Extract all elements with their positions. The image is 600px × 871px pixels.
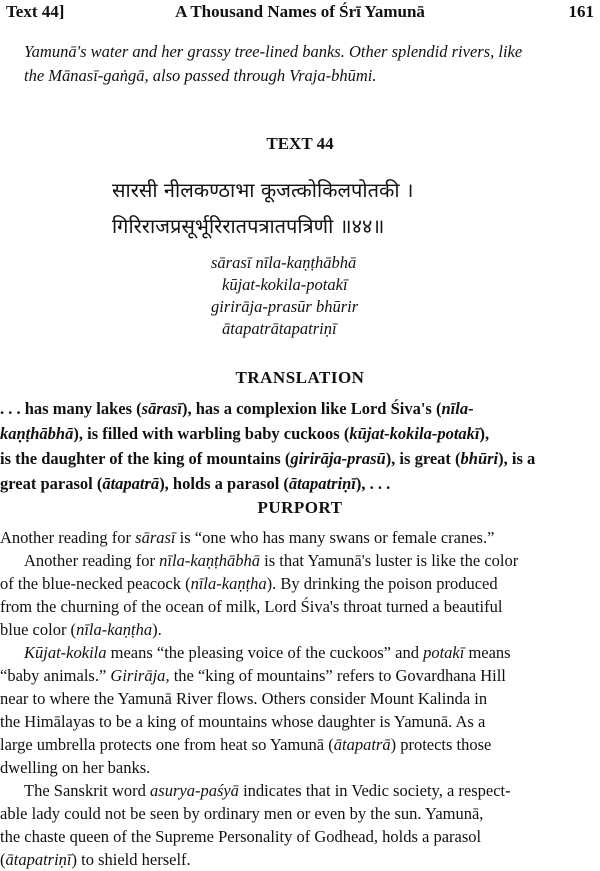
text-run: ), has a complexion like Lord Śiva's (	[182, 399, 442, 418]
text-run: blue color (	[0, 620, 77, 639]
purport-line	[0, 802, 600, 825]
text-run: ). By drinking the poison produced	[266, 574, 498, 593]
text-run: of the blue-necked peacock (	[0, 574, 191, 593]
italic-term: potakī	[423, 643, 465, 662]
text-run: is “one who has many swans or female cranes.”	[175, 528, 495, 547]
text-run: ), is great (	[385, 449, 461, 468]
text-run: Another reading for	[0, 528, 136, 547]
purport-line	[0, 641, 600, 664]
purport-line	[0, 664, 600, 687]
text-run: Another reading for	[24, 551, 160, 570]
italic-term: nīla-	[441, 399, 474, 418]
text-run: large umbrella protects one from heat so Yamunā (	[0, 735, 334, 754]
purport-line	[0, 595, 600, 618]
translation-heading: TRANSLATION	[235, 368, 365, 387]
text-run: ).	[152, 620, 162, 639]
translation-line	[0, 446, 600, 471]
italic-term: nīla-kaṇṭhābhā	[159, 551, 260, 570]
text-run: means “the pleasing voice of the cuckoos” and	[106, 643, 424, 662]
sanskrit-verse	[112, 172, 594, 244]
italic-term: kūjat-kokila-potakī	[349, 424, 480, 443]
italic-term: nīla-kaṇṭha	[190, 574, 267, 593]
transliteration-line: ātapatrātapatriṇī	[222, 319, 337, 338]
page-number: 161	[568, 2, 594, 21]
text-run: ) to shield herself.	[71, 850, 191, 869]
sanskrit-line: सारसी नीलकण्ठाभा कूजत्कोकिलपोतकी ।	[112, 178, 414, 202]
purport-line	[0, 779, 600, 802]
purport-heading: PURPORT	[257, 498, 343, 517]
intro-paragraph	[24, 40, 594, 88]
italic-term: ātapatrā	[333, 735, 391, 754]
text-run: near to where the Yamunā River flows. Others consider Mount Kalinda in	[0, 689, 488, 708]
header-text-ref: Text 44]	[6, 2, 65, 21]
purport-line	[0, 733, 600, 756]
text-run: is the daughter of the king of mountains (	[0, 449, 291, 468]
text-run: (	[0, 850, 6, 869]
italic-term: kaṇṭhābhā	[0, 424, 74, 443]
translation-line	[0, 471, 600, 496]
header-book-title: A Thousand Names of Śrī Yamunā	[175, 2, 425, 21]
text-run: indicates that in Vedic society, a respect-	[238, 781, 511, 800]
intro-line: the Mānasī-gaṅgā, also passed through Vraja-bhūmi.	[24, 66, 377, 85]
purport-line	[0, 526, 600, 549]
sanskrit-line: गिरिराजप्रसूर्भूरिरातपत्रातपत्रिणी ॥४४॥	[112, 214, 385, 238]
italic-term: Girirāja	[110, 666, 166, 685]
text-run: the chaste queen of the Supreme Personality of Godhead, holds a parasol	[0, 827, 482, 846]
italic-term: ātapatriṇī	[5, 850, 72, 869]
translation-line	[0, 421, 600, 446]
italic-term: asurya-paśyā	[150, 781, 239, 800]
italic-term: ātapatrā	[102, 474, 160, 493]
purport-line	[0, 848, 600, 871]
text-run: , the “king of mountains” refers to Govardhana Hill	[165, 666, 506, 685]
purport-body	[0, 526, 600, 871]
italic-term: sārasī	[135, 528, 176, 547]
text-run: ),	[479, 424, 490, 443]
text-run: from the churning of the ocean of milk, Lord Śiva's throat turned a beautiful	[0, 597, 503, 616]
text-run: dwelling on her banks.	[0, 758, 151, 777]
text-run: the Himālayas to be a king of mountains whose daughter is Yamunā. As a	[0, 712, 486, 731]
text-run: ), is a	[498, 449, 536, 468]
text-run: great parasol (	[0, 474, 103, 493]
text-run: “baby animals.”	[0, 666, 111, 685]
transliteration-line: kūjat-kokila-potakī	[222, 275, 348, 294]
intro-line: Yamunā's water and her grassy tree-lined banks. Other splendid rivers, like	[24, 42, 523, 61]
text-run: ), . . .	[355, 474, 391, 493]
text-run: . . . has many lakes (	[0, 399, 142, 418]
translation-line	[0, 396, 600, 421]
verse-heading: TEXT 44	[266, 134, 334, 153]
purport-line	[0, 618, 600, 641]
text-run: is that Yamunā's luster is like the color	[260, 551, 519, 570]
transliteration	[0, 252, 600, 340]
purport-line	[0, 572, 600, 595]
purport-line	[0, 825, 600, 848]
italic-term: sārasī	[141, 399, 183, 418]
italic-term: girirāja-prasū	[290, 449, 386, 468]
transliteration-line: sārasī nīla-kaṇṭhābhā	[211, 253, 357, 272]
text-run: The Sanskrit word	[24, 781, 151, 800]
purport-line	[0, 710, 600, 733]
italic-term: nīla-kaṇṭha	[76, 620, 153, 639]
purport-line	[0, 756, 600, 779]
text-run: ) protects those	[390, 735, 492, 754]
purport-line	[0, 549, 600, 572]
transliteration-line: girirāja-prasūr bhūrir	[211, 297, 359, 316]
italic-term: bhūri	[460, 449, 499, 468]
italic-term: Kūjat-kokila	[24, 643, 107, 662]
purport-line	[0, 687, 600, 710]
running-header	[6, 2, 594, 26]
text-run: ), is filled with warbling baby cuckoos (	[73, 424, 350, 443]
text-run: ), holds a parasol (	[159, 474, 289, 493]
text-run: able lady could not be seen by ordinary men or even by the sun. Yamunā,	[0, 804, 484, 823]
text-run: means	[464, 643, 511, 662]
italic-term: ātapatriṇī	[288, 474, 356, 493]
translation-body	[0, 396, 600, 496]
